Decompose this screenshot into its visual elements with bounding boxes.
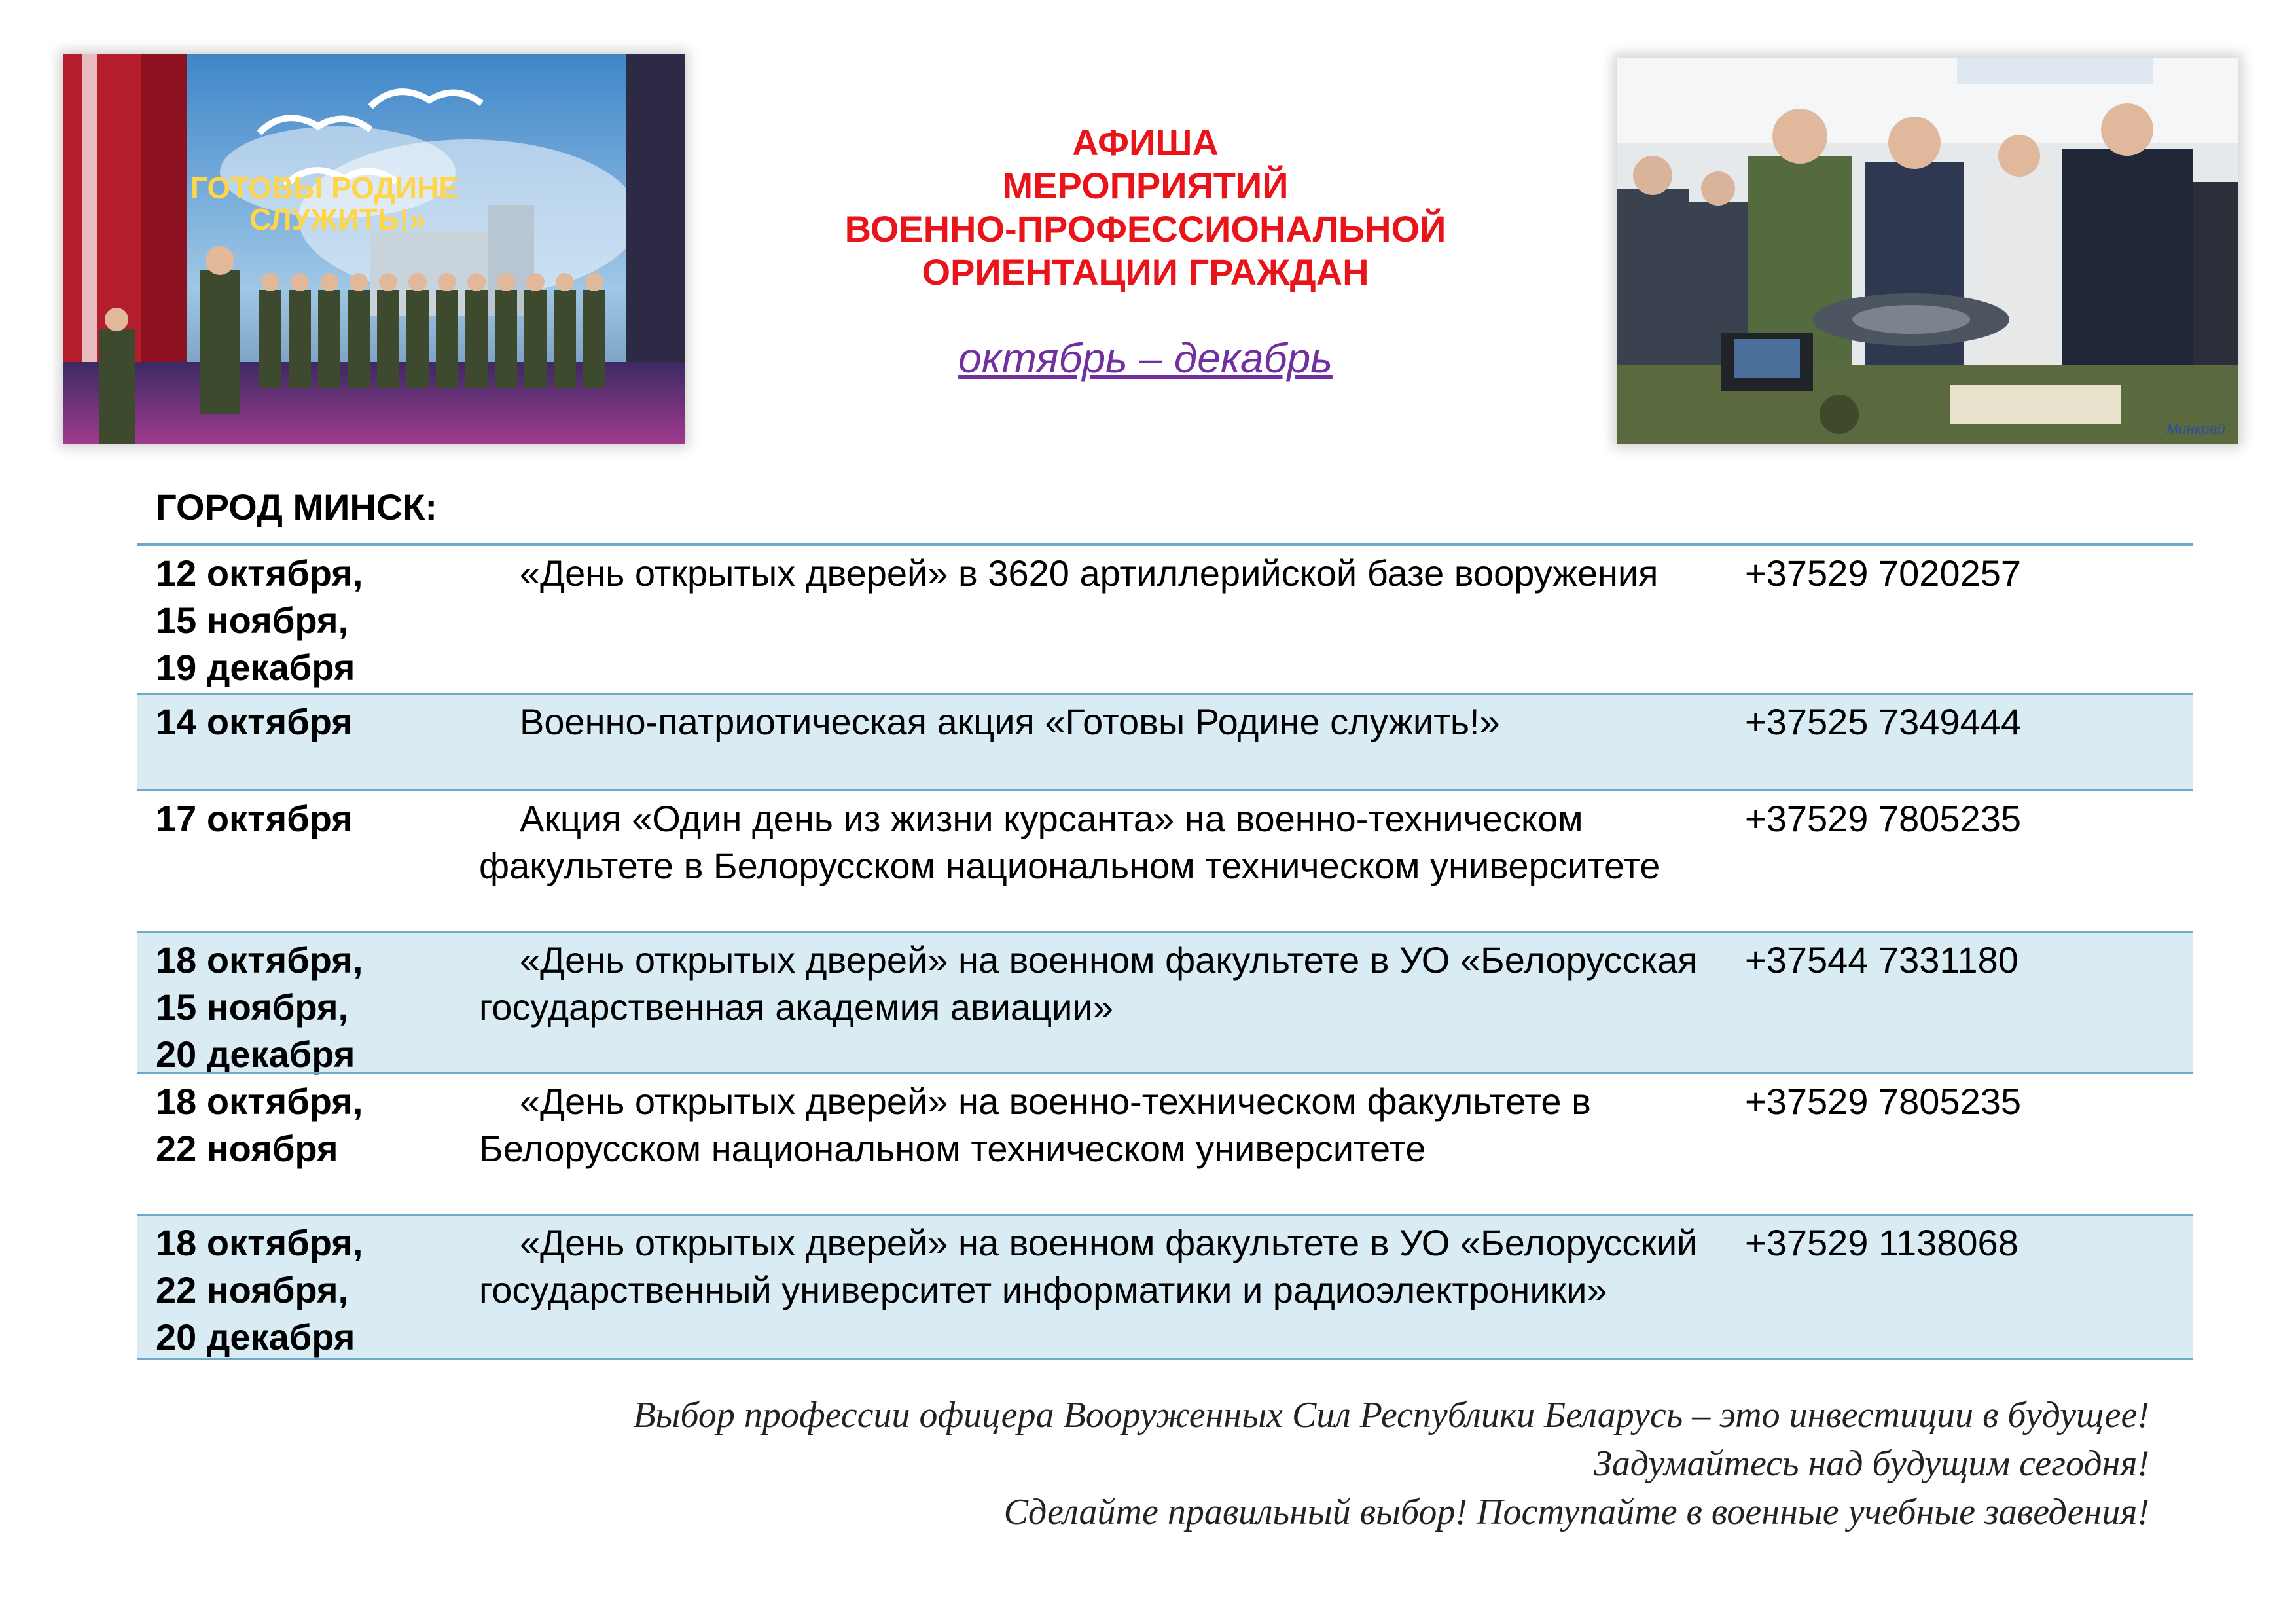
event-description: «День открытых дверей» на военном факультете в УО «Белорусская государственная академия авиации» (479, 939, 1698, 1028)
motto-line-1: Выбор профессии офицера Вооруженных Сил Республики Беларусь – это инвестиции в будущее! (633, 1395, 2149, 1435)
event-phone: +37525 7349444 (1745, 701, 2021, 742)
event-date: 14 октября (156, 701, 353, 742)
event-phone: +37544 7331180 (1745, 939, 2018, 981)
events-table (137, 543, 2193, 1360)
city-heading: ГОРОД МИНСК: (156, 486, 438, 528)
event-row (137, 1072, 2193, 1214)
motto-line-2: Задумайтесь над будущим сегодня! (1594, 1443, 2149, 1484)
event-photo-exhibition (1617, 58, 2238, 444)
event-phone: +37529 7020257 (1745, 552, 2021, 594)
event-date: 18 октября, 22 ноября (156, 1081, 363, 1169)
banner-text-line1: ГОТОВЫ РОДИНЕ (190, 171, 459, 205)
poster-title (753, 121, 1538, 294)
event-row (137, 931, 2193, 1075)
event-description: Акция «Один день из жизни курсанта» на военно-техническом факультете в Белорусском национальном техническом университете (479, 798, 1660, 886)
event-date: 17 октября (156, 798, 353, 839)
event-date: 18 октября, 15 ноября, 20 декабря (156, 939, 363, 1075)
event-date: 18 октября, 22 ноября, 20 декабря (156, 1222, 363, 1358)
motto-block (633, 1391, 2149, 1536)
title-line-3: ВОЕННО-ПРОФЕССИОНАЛЬНОЙ (844, 208, 1446, 249)
title-line-4: ОРИЕНТАЦИИ ГРАЖДАН (922, 251, 1369, 293)
event-phone: +37529 7805235 (1745, 1081, 2021, 1122)
event-photo-stage (63, 54, 685, 444)
event-row (137, 546, 2193, 693)
event-description: «День открытых дверей» на военном факультете в УО «Белорусский государственный университет информатики и радиоэлектроники» (479, 1222, 1698, 1310)
title-line-1: АФИША (1072, 122, 1219, 163)
period-subtitle: октябрь – декабрь (958, 334, 1333, 382)
event-row (137, 693, 2193, 789)
motto-line-3: Сделайте правильный выбор! Поступайте в военные учебные заведения! (1003, 1492, 2149, 1532)
event-description: «День открытых дверей» в 3620 артиллерийской базе вооружения (520, 552, 1659, 594)
event-row (137, 1214, 2193, 1358)
event-description: Военно-патриотическая акция «Готовы Родине служить!» (520, 701, 1500, 742)
event-phone: +37529 1138068 (1745, 1222, 2018, 1263)
event-phone: +37529 7805235 (1745, 798, 2021, 839)
event-description: «День открытых дверей» на военно-техническом факультете в Белорусском национальном техническом университете (479, 1081, 1591, 1169)
banner-text-line2: СЛУЖИТЬ!» (249, 202, 426, 236)
event-date: 12 октября, 15 ноября, 19 декабря (156, 552, 363, 688)
title-line-2: МЕРОПРИЯТИЙ (1002, 165, 1289, 206)
photo-watermark: Минкрай (2166, 421, 2225, 437)
event-row (137, 789, 2193, 931)
